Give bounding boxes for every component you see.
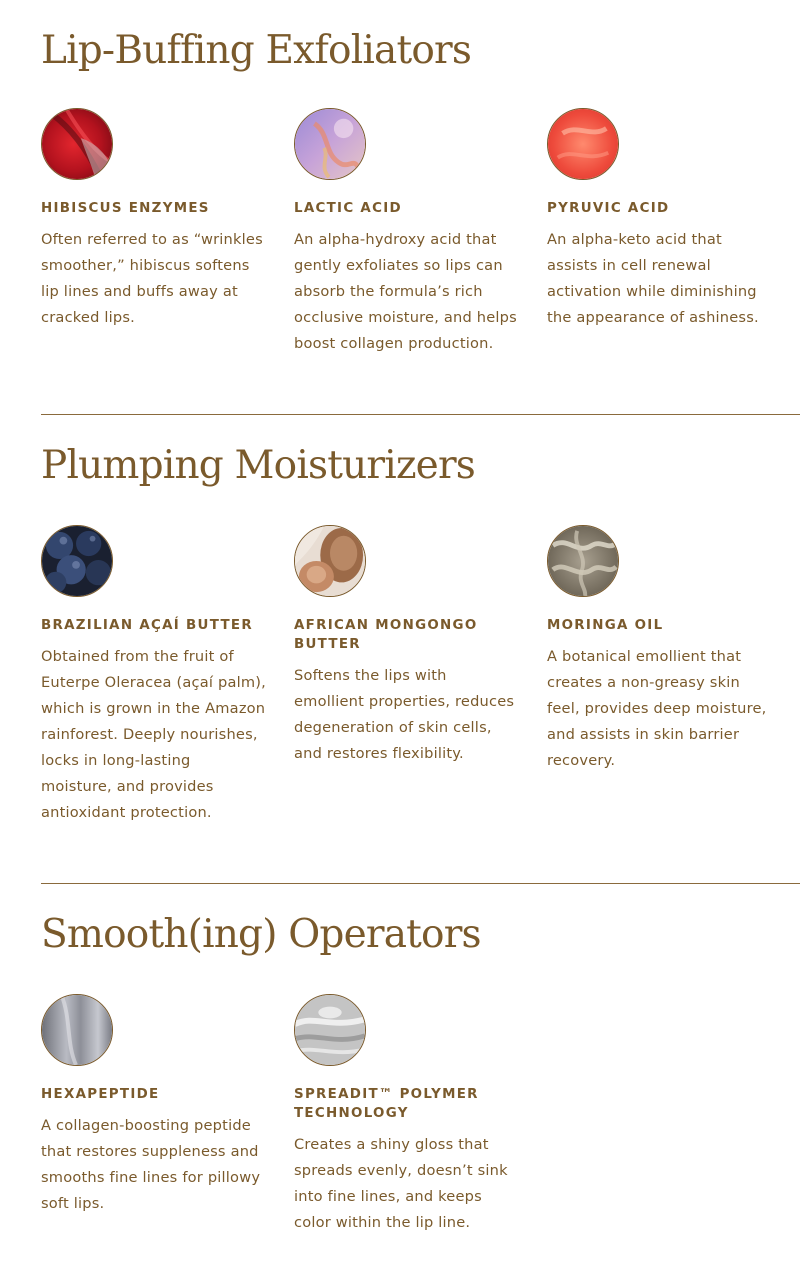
lactic-acid-swirl-thumbnail <box>294 108 366 180</box>
ingredient-name: SPREADIT™ POLYMER TECHNOLOGY <box>294 1087 479 1121</box>
ingredient-description: An alpha-keto acid that assists in cell renewal activation while diminishing the appearance of ashiness. <box>547 231 759 326</box>
ingredient-card-hexapeptide <box>41 994 266 1212</box>
section-smoothing-operators <box>41 911 800 1281</box>
ingredient-name: HIBISCUS ENZYMES <box>41 201 210 216</box>
section-divider <box>41 883 800 884</box>
ingredient-card-spreadit-polymer <box>294 994 519 1231</box>
ingredient-card-lactic-acid <box>294 108 519 352</box>
acai-berries-thumbnail <box>41 525 113 597</box>
pyruvic-acid-thumbnail <box>547 108 619 180</box>
ingredient-name: PYRUVIC ACID <box>547 201 670 216</box>
ingredient-description: Softens the lips with emollient properties, reduces degeneration of skin cells, and restores flexibility. <box>294 667 515 762</box>
ingredient-card-hibiscus <box>41 108 266 326</box>
ingredient-description: Creates a shiny gloss that spreads evenly, doesn’t sink into fine lines, and keeps color within the lip line. <box>294 1136 508 1231</box>
ingredient-description: Often referred to as “wrinkles smoother,” hibiscus softens lip lines and buffs away at cracked lips. <box>41 231 263 326</box>
ingredient-name: BRAZILIAN AÇAÍ BUTTER <box>41 618 253 633</box>
hibiscus-petal-thumbnail <box>41 108 113 180</box>
moringa-oil-thumbnail <box>547 525 619 597</box>
ingredient-card-acai-butter <box>41 525 267 821</box>
ingredient-card-moringa-oil <box>547 525 772 769</box>
ingredient-card-mongongo-butter <box>294 525 519 762</box>
section-title: Lip-Buffing Exfoliators <box>41 28 472 73</box>
ingredient-name: AFRICAN MONGONGO BUTTER <box>294 618 478 652</box>
mongongo-nuts-thumbnail <box>294 525 366 597</box>
ingredient-description: A collagen-boosting peptide that restores suppleness and smooths fine lines for pillowy soft lips. <box>41 1117 261 1212</box>
section-plumping-moisturizers <box>41 442 800 862</box>
section-title: Plumping Moisturizers <box>41 443 476 488</box>
ingredient-card-pyruvic-acid <box>547 108 772 326</box>
ingredient-description: Obtained from the fruit of Euterpe Oleracea (açaí palm), which is grown in the Amazon rainforest. Deeply nourishes, locks in long-lasting moisture, and provides antioxidant protection. <box>41 648 267 821</box>
hexapeptide-silver-thumbnail <box>41 994 113 1066</box>
ingredient-description: An alpha-hydroxy acid that gently exfoliates so lips can absorb the formula’s rich occlusive moisture, and helps boost collagen production. <box>294 231 517 352</box>
section-lip-buffing-exfoliators <box>41 27 800 387</box>
ingredient-name: LACTIC ACID <box>294 201 402 216</box>
ingredient-description: A botanical emollient that creates a non-greasy skin feel, provides deep moisture, and assists in skin barrier recovery. <box>547 648 767 769</box>
ingredient-name: MORINGA OIL <box>547 618 664 633</box>
section-title: Smooth(ing) Operators <box>41 912 481 957</box>
section-divider <box>41 414 800 415</box>
polymer-texture-thumbnail <box>294 994 366 1066</box>
ingredient-name: HEXAPEPTIDE <box>41 1087 160 1102</box>
